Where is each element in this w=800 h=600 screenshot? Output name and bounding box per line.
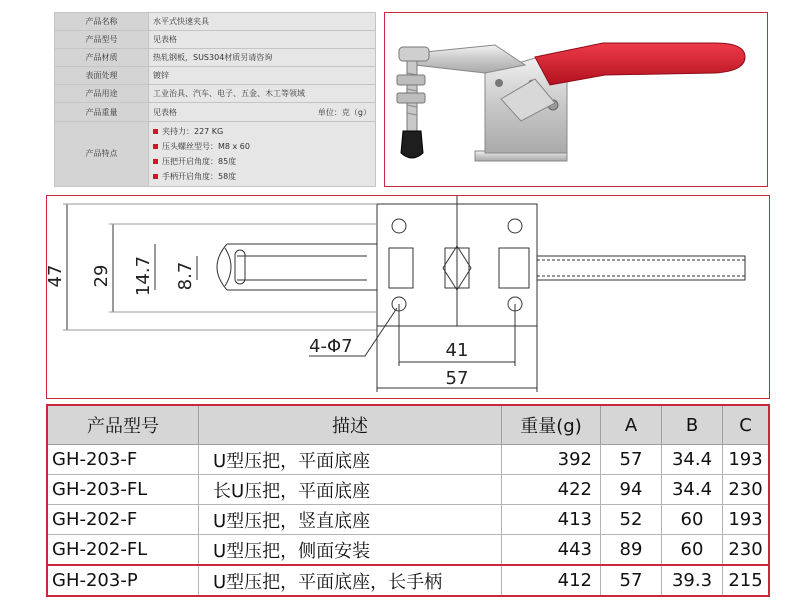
cell-model: GH-203-F (47, 445, 199, 475)
spec-row (55, 13, 376, 31)
dim-29: 29 (91, 264, 112, 288)
spec-weight-value: 见表格 (153, 107, 177, 117)
dim-14-7: 14.7 (133, 255, 154, 297)
spec-value: 镀锌 (149, 67, 376, 85)
spec-value (149, 103, 376, 121)
feature-text: 压把开启角度：85度 (162, 156, 237, 166)
dim-47: 47 (47, 264, 66, 288)
cell-b: 39.3 (662, 565, 723, 596)
hole-callout: 4-Φ7 (309, 336, 353, 357)
spec-value: 水平式快速夹具 (149, 13, 376, 31)
col-header-model: 产品型号 (47, 405, 199, 445)
cell-a: 89 (601, 535, 662, 566)
col-header-a: A (601, 405, 662, 445)
bullet-icon (153, 159, 158, 164)
table-row (47, 565, 769, 596)
feature-text: 手柄开启角度：58度 (162, 171, 237, 181)
cell-a: 57 (601, 445, 662, 475)
features-list (149, 121, 376, 186)
spec-value: 见表格 (149, 31, 376, 49)
spec-row (55, 31, 376, 49)
table-row (47, 535, 769, 566)
table-row (47, 445, 769, 475)
table-row (47, 475, 769, 505)
cell-description: U型压把，竖直底座 (199, 505, 502, 535)
spec-row (55, 103, 376, 121)
feature-item (153, 154, 371, 169)
cell-c: 193 (723, 505, 770, 535)
cell-model: GH-203-P (47, 565, 199, 596)
cell-weight: 392 (502, 445, 601, 475)
toggle-clamp-illustration (385, 13, 769, 188)
cell-description: U型压把，平面底座 (199, 445, 502, 475)
col-header-c: C (723, 405, 770, 445)
col-header-description: 描述 (199, 405, 502, 445)
cell-c: 193 (723, 445, 770, 475)
dimension-drawing (47, 196, 771, 400)
col-header-weight: 重量(g) (502, 405, 601, 445)
spec-key: 产品用途 (55, 85, 149, 103)
spec-value: 工业治具、汽车、电子、五金、木工等领域 (149, 85, 376, 103)
spec-value: 热轧钢板，SUS304材质另请咨询 (149, 49, 376, 67)
cell-b: 34.4 (662, 445, 723, 475)
cell-weight: 412 (502, 565, 601, 596)
col-header-b: B (662, 405, 723, 445)
spec-row (55, 67, 376, 85)
spec-key: 产品重量 (55, 103, 149, 121)
cell-a: 52 (601, 505, 662, 535)
table-row (47, 505, 769, 535)
product-photo (384, 12, 768, 187)
table-header-row (47, 405, 769, 445)
models-table (46, 404, 770, 597)
feature-text: 压头螺丝型号：M8 x 60 (162, 141, 250, 151)
cell-b: 60 (662, 535, 723, 566)
cell-weight: 422 (502, 475, 601, 505)
cell-model: GH-202-F (47, 505, 199, 535)
cell-model: GH-202-FL (47, 535, 199, 566)
cell-c: 230 (723, 475, 770, 505)
cell-b: 60 (662, 505, 723, 535)
spec-key: 产品型号 (55, 31, 149, 49)
spec-row (55, 85, 376, 103)
technical-drawing (46, 195, 770, 399)
spec-row-features (55, 121, 376, 186)
dim-57: 57 (445, 368, 469, 389)
spec-table (54, 12, 376, 187)
cell-description: U型压把，侧面安装 (199, 535, 502, 566)
bullet-icon (153, 144, 158, 149)
cell-description: U型压把，平面底座，长手柄 (199, 565, 502, 596)
cell-a: 94 (601, 475, 662, 505)
spec-key: 产品名称 (55, 13, 149, 31)
cell-a: 57 (601, 565, 662, 596)
bullet-icon (153, 129, 158, 134)
spec-row (55, 49, 376, 67)
dim-8-7: 8.7 (175, 261, 196, 291)
spec-key: 表面处理 (55, 67, 149, 85)
feature-item (153, 124, 371, 139)
spec-key: 产品材质 (55, 49, 149, 67)
dim-41: 41 (445, 340, 469, 361)
cell-weight: 443 (502, 535, 601, 566)
spec-weight-unit: 单位：克（g） (317, 107, 371, 117)
spec-key: 产品特点 (55, 121, 149, 186)
cell-description: 长U压把，平面底座 (199, 475, 502, 505)
cell-b: 34.4 (662, 475, 723, 505)
cell-c: 215 (723, 565, 770, 596)
cell-model: GH-203-FL (47, 475, 199, 505)
feature-text: 夹持力：227 KG (162, 126, 224, 136)
feature-item (153, 169, 371, 184)
cell-c: 230 (723, 535, 770, 566)
feature-item (153, 139, 371, 154)
bullet-icon (153, 174, 158, 179)
cell-weight: 413 (502, 505, 601, 535)
